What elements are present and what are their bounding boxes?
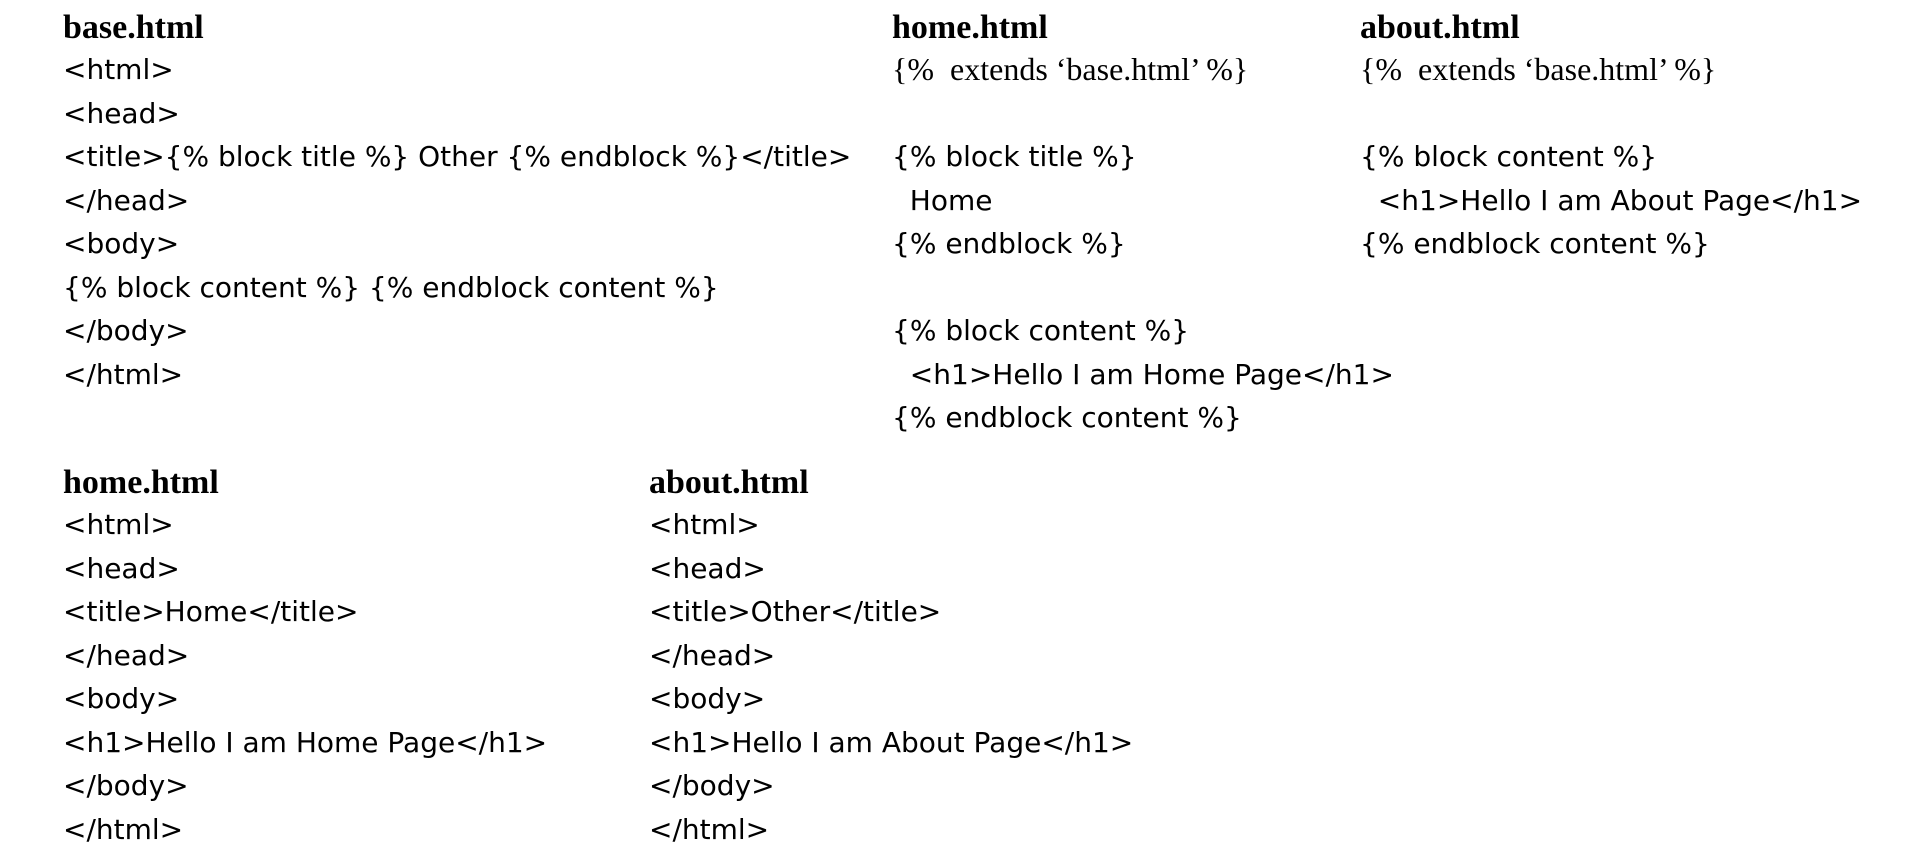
home-template-title: home.html bbox=[892, 9, 1048, 46]
about-template-block bbox=[1360, 8, 1862, 266]
code-line: <html> bbox=[649, 508, 760, 541]
code-line: <h1>Hello I am About Page</h1> bbox=[649, 725, 1134, 759]
about-template-title: about.html bbox=[1360, 9, 1520, 46]
code-line: <head> bbox=[63, 96, 180, 130]
code-line: {% block title %} bbox=[892, 140, 1137, 173]
code-line: {% block content %} bbox=[1360, 140, 1658, 173]
code-line bbox=[892, 92, 1394, 136]
code-line: <body> bbox=[649, 682, 766, 715]
code-line: </body> bbox=[63, 769, 189, 802]
code-line: {% endblock content %} bbox=[1360, 227, 1710, 260]
code-line: <h1>Hello I am Home Page</h1> bbox=[892, 357, 1394, 391]
code-line: {% extends ‘base.html’ %} bbox=[892, 51, 1249, 87]
code-line: <html> bbox=[63, 508, 174, 541]
code-line: <title>{% block title %} Other {% endblock %}</title> bbox=[63, 140, 852, 173]
about-rendered-block bbox=[649, 463, 1133, 851]
code-line: <html> bbox=[63, 53, 174, 86]
code-line: {% endblock content %} bbox=[892, 401, 1242, 434]
code-line: </html> bbox=[63, 812, 184, 846]
code-line: <title>Other</title> bbox=[649, 595, 942, 628]
code-line bbox=[892, 266, 1394, 310]
code-line: </head> bbox=[649, 638, 776, 672]
code-line: </html> bbox=[63, 357, 184, 391]
code-line: {% endblock %} bbox=[892, 227, 1126, 260]
code-line: </html> bbox=[649, 812, 770, 846]
code-line: <body> bbox=[63, 227, 180, 260]
base-template-title: base.html bbox=[63, 9, 204, 46]
code-line: {% extends ‘base.html’ %} bbox=[1360, 51, 1717, 87]
code-line bbox=[1360, 92, 1862, 136]
home-rendered-block bbox=[63, 463, 547, 851]
code-line: {% block content %} bbox=[892, 314, 1190, 347]
code-line: </head> bbox=[63, 638, 190, 672]
code-line: <head> bbox=[63, 551, 180, 585]
code-line: <body> bbox=[63, 682, 180, 715]
code-line: {% block content %} {% endblock content %} bbox=[63, 270, 719, 304]
code-line: <h1>Hello I am Home Page</h1> bbox=[63, 725, 548, 759]
code-line: </body> bbox=[649, 769, 775, 802]
base-template-block bbox=[63, 8, 851, 396]
about-rendered-title: about.html bbox=[649, 464, 809, 501]
home-template-block bbox=[892, 8, 1394, 440]
code-line: <h1>Hello I am About Page</h1> bbox=[1360, 183, 1863, 217]
code-line: </body> bbox=[63, 314, 189, 347]
code-line: <title>Home</title> bbox=[63, 595, 359, 628]
home-rendered-title: home.html bbox=[63, 464, 219, 501]
code-line: Home bbox=[892, 183, 993, 217]
code-line: <head> bbox=[649, 551, 766, 585]
code-line: </head> bbox=[63, 183, 190, 217]
